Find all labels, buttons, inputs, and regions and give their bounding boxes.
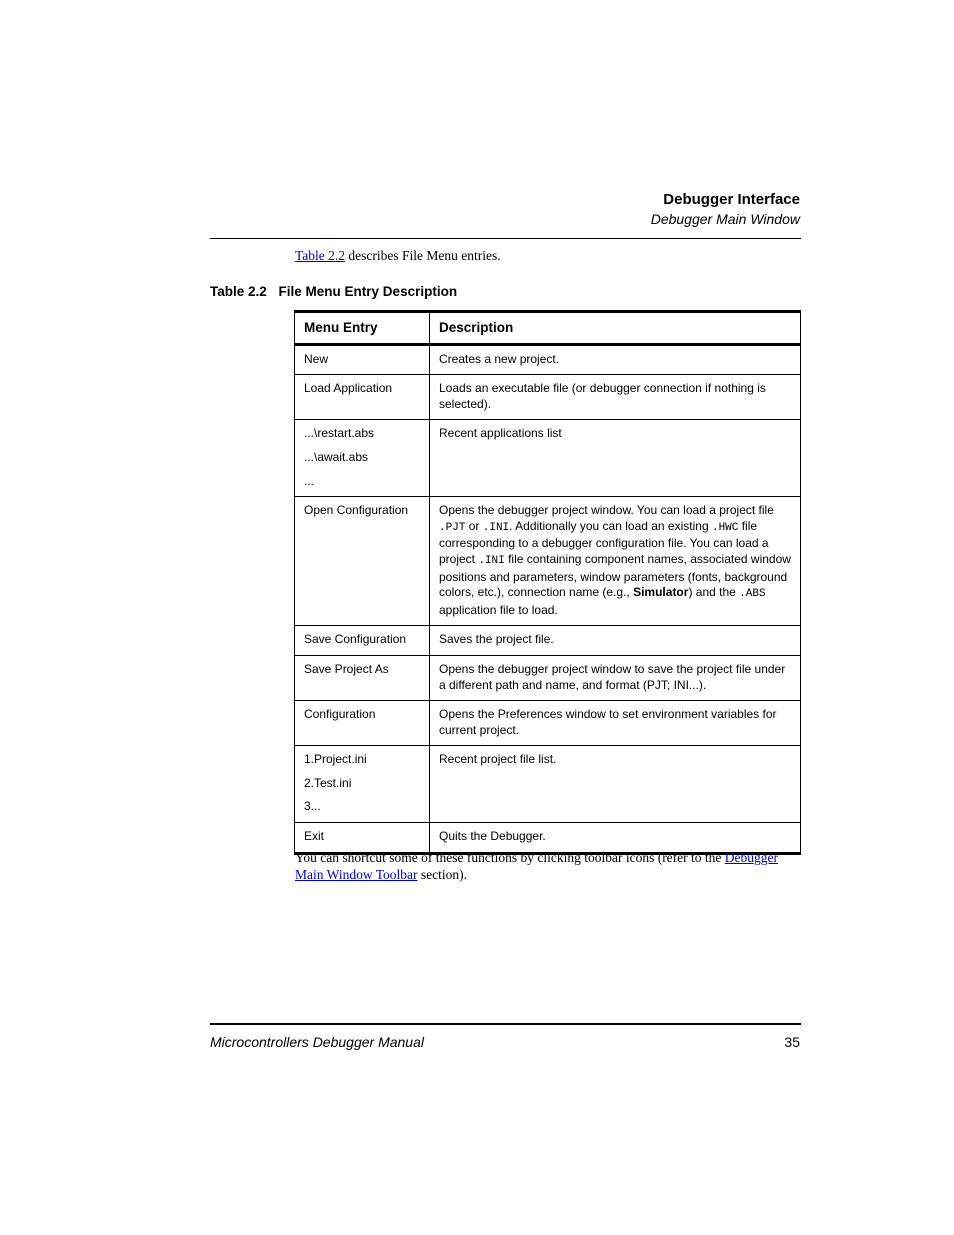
table-row bbox=[295, 344, 801, 375]
description-cell: Opens the Preferences window to set environment variables for current project. bbox=[430, 701, 801, 746]
description-text: or bbox=[465, 518, 483, 533]
menu-entry-cell: Save Project As bbox=[295, 655, 430, 700]
bold-term: Simulator bbox=[633, 585, 689, 600]
description-cell: Recent applications list bbox=[430, 420, 801, 497]
footer-manual-title: Microcontrollers Debugger Manual bbox=[210, 1034, 424, 1050]
outro-text: You can shortcut some of these functions by clicking toolbar icons (refer to the bbox=[295, 850, 725, 865]
outro-text: section). bbox=[417, 867, 468, 882]
table-caption bbox=[210, 284, 457, 299]
description-text: file corresponding to a debugger configuration file. You can load a project bbox=[439, 518, 769, 566]
description-cell: Loads an executable file (or debugger connection if nothing is selected). bbox=[430, 375, 801, 420]
page-number: 35 bbox=[784, 1034, 800, 1050]
file-extension-code: .INI bbox=[482, 521, 510, 534]
menu-entry-cell bbox=[295, 420, 430, 497]
table-row bbox=[295, 420, 801, 497]
running-header-subtitle: Debugger Main Window bbox=[650, 211, 800, 227]
column-header-menu-entry: Menu Entry bbox=[295, 312, 430, 345]
file-extension-code: .PJT bbox=[439, 521, 466, 534]
running-header-title: Debugger Interface bbox=[663, 191, 800, 208]
description-cell: Saves the project file. bbox=[430, 626, 801, 656]
description-text: . Additionally you can load an existing bbox=[509, 518, 712, 533]
description-cell: Recent project file list. bbox=[430, 746, 801, 823]
file-extension-code: .HWC bbox=[711, 521, 739, 534]
description-cell: Creates a new project. bbox=[430, 344, 801, 375]
menu-entry-cell: Configuration bbox=[295, 701, 430, 746]
table-caption-title: File Menu Entry Description bbox=[278, 284, 458, 299]
file-extension-code: .INI bbox=[478, 554, 505, 567]
outro-paragraph bbox=[295, 849, 801, 883]
menu-entry-cell: Open Configuration bbox=[295, 497, 430, 626]
table-row bbox=[295, 701, 801, 746]
recent-project-item: 2.Test.ini bbox=[304, 775, 352, 790]
table-row bbox=[295, 375, 801, 420]
intro-paragraph bbox=[295, 248, 800, 264]
menu-entry-cell: Save Configuration bbox=[295, 626, 430, 656]
table-row bbox=[295, 746, 801, 823]
description-cell bbox=[430, 497, 801, 626]
recent-project-item: 3... bbox=[304, 799, 321, 814]
recent-application-item: ...\restart.abs bbox=[304, 426, 375, 441]
table-reference-link[interactable]: Table 2.2 bbox=[295, 248, 346, 263]
menu-entry-cell: Exit bbox=[295, 823, 430, 854]
intro-text: describes File Menu entries. bbox=[345, 248, 501, 263]
table-row bbox=[295, 497, 801, 626]
toolbar-section-link[interactable]: Debugger Main Window Toolbar bbox=[295, 850, 779, 882]
footer-rule bbox=[210, 1023, 801, 1025]
description-text: file containing component names, associated window positions and parameters, window parameters (fonts, background colors, etc.), connection name (e.g., bbox=[439, 551, 791, 600]
description-cell: Opens the debugger project window to save the project file under a different path and name, and format (PJT; INI...). bbox=[430, 655, 801, 700]
recent-application-item: ...\await.abs bbox=[304, 449, 369, 464]
table-row bbox=[295, 655, 801, 700]
file-extension-code: .ABS bbox=[739, 588, 766, 601]
header-rule bbox=[210, 238, 801, 239]
table-caption-number: Table 2.2 bbox=[210, 284, 267, 299]
file-menu-table bbox=[294, 310, 801, 855]
column-header-description: Description bbox=[430, 312, 801, 345]
table-row bbox=[295, 626, 801, 656]
description-text: application file to load. bbox=[439, 602, 558, 617]
menu-entry-cell bbox=[295, 746, 430, 823]
description-cell: Quits the Debugger. bbox=[430, 823, 801, 854]
recent-project-item: 1.Project.ini bbox=[304, 752, 367, 767]
description-text: ) and the bbox=[688, 585, 740, 600]
recent-application-item: ... bbox=[304, 473, 315, 488]
menu-entry-cell: New bbox=[295, 344, 430, 375]
menu-entry-cell: Load Application bbox=[295, 375, 430, 420]
table-header-row bbox=[295, 312, 801, 345]
description-text: Opens the debugger project window. You can load a project file bbox=[439, 503, 774, 518]
